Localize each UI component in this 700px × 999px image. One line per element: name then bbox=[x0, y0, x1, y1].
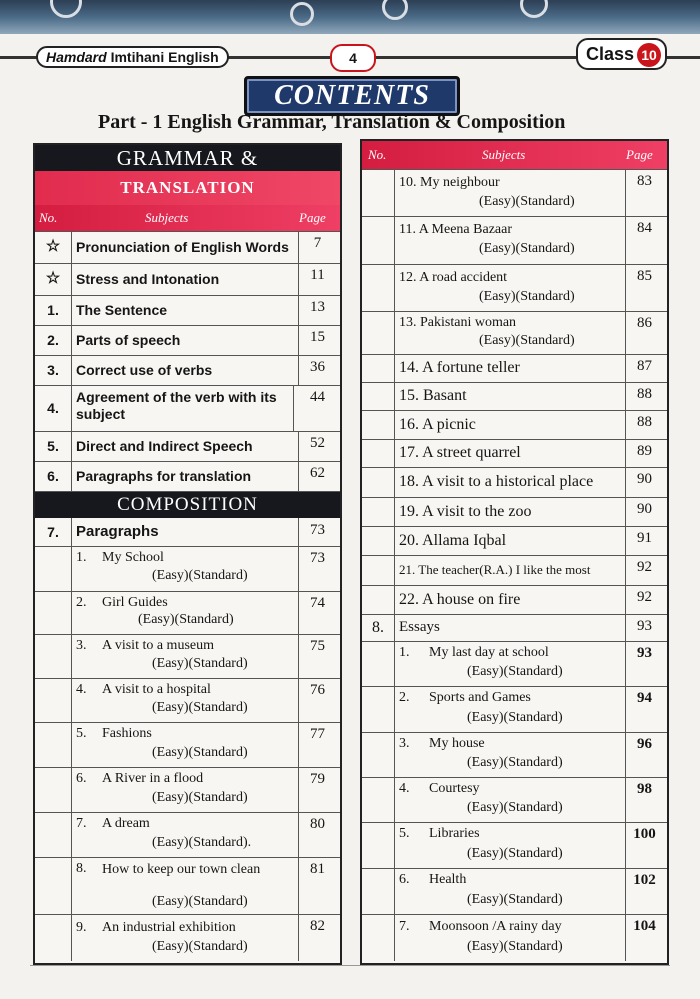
item-number: 3. bbox=[76, 638, 87, 653]
item-level: (Easy)(Standard) bbox=[467, 710, 563, 725]
item-cell bbox=[72, 546, 299, 591]
row-number-empty bbox=[362, 555, 395, 585]
row-number-empty bbox=[362, 169, 395, 216]
item-title: 22. A house on fire bbox=[395, 585, 626, 614]
list-item[interactable] bbox=[362, 497, 667, 527]
item-title: Courtesy bbox=[429, 781, 480, 796]
item-title: 16. A picnic bbox=[395, 410, 626, 439]
row-page: 83 bbox=[637, 173, 652, 189]
row-page: 7 bbox=[313, 235, 322, 251]
list-item[interactable] bbox=[362, 777, 667, 823]
brand-title: Imtihani English bbox=[110, 49, 219, 65]
row-number-empty bbox=[362, 777, 395, 822]
row-page: 11 bbox=[310, 267, 325, 283]
row-subject: The Sentence bbox=[72, 295, 299, 325]
item-title: A dream bbox=[102, 816, 150, 831]
item-title: An industrial exhibition bbox=[102, 920, 236, 935]
item-number: 6. bbox=[399, 872, 410, 887]
row-page: 79 bbox=[310, 771, 325, 787]
right-contents-table bbox=[360, 139, 669, 965]
item-title: A visit to a hospital bbox=[102, 682, 211, 697]
item-number: 8. bbox=[76, 861, 87, 876]
list-item[interactable] bbox=[362, 169, 667, 217]
row-page: 90 bbox=[637, 471, 652, 487]
item-title: Fashions bbox=[102, 726, 152, 741]
row-page: 76 bbox=[310, 682, 325, 698]
header-bar bbox=[0, 36, 700, 74]
essays-row[interactable] bbox=[362, 614, 667, 642]
item-level: (Easy)(Standard) bbox=[152, 939, 248, 954]
item-title: 14. A fortune teller bbox=[395, 354, 626, 382]
item-title: My house bbox=[429, 736, 485, 751]
item-cell bbox=[72, 857, 299, 914]
row-page: 93 bbox=[637, 645, 652, 661]
item-level: (Easy)(Standard) bbox=[152, 700, 248, 715]
brand-label bbox=[36, 46, 229, 68]
item-level: (Easy)(Standard) bbox=[152, 656, 248, 671]
bottom-rule bbox=[30, 965, 670, 966]
row-number-empty bbox=[362, 822, 395, 868]
row-page: 73 bbox=[310, 522, 325, 538]
row-number-empty bbox=[362, 264, 395, 311]
row-page: 90 bbox=[637, 501, 652, 517]
item-level: (Easy)(Standard) bbox=[479, 241, 575, 256]
row-number-empty bbox=[362, 686, 395, 732]
row-subject: Parts of speech bbox=[72, 325, 299, 355]
part-heading: Part - 1 English Grammar, Translation & Composition bbox=[98, 111, 566, 133]
item-title: 13. Pakistani woman bbox=[399, 315, 517, 330]
row-number-empty bbox=[35, 591, 72, 634]
row-page: 81 bbox=[310, 861, 325, 877]
row-number-empty bbox=[362, 732, 395, 777]
row-page: 89 bbox=[637, 443, 652, 459]
row-page: 44 bbox=[310, 389, 325, 405]
item-level: (Easy)(Standard). bbox=[152, 835, 252, 850]
item-number: 5. bbox=[76, 726, 87, 741]
item-level: (Easy)(Standard) bbox=[479, 333, 575, 348]
row-page: 62 bbox=[310, 465, 325, 481]
item-level: (Easy)(Standard) bbox=[152, 745, 248, 760]
row-page: 92 bbox=[637, 559, 652, 575]
list-item[interactable] bbox=[35, 914, 340, 961]
table-row[interactable] bbox=[35, 231, 340, 264]
row-subject: Stress and Intonation bbox=[72, 263, 299, 295]
list-item[interactable] bbox=[362, 641, 667, 687]
page-number: 4 bbox=[330, 44, 376, 72]
item-title: Moonsoon /A rainy day bbox=[429, 919, 562, 934]
item-level: (Easy)(Standard) bbox=[138, 612, 234, 627]
item-cell bbox=[395, 311, 626, 354]
item-title: How to keep our town clean bbox=[102, 862, 261, 877]
list-item[interactable] bbox=[362, 822, 667, 869]
item-number: 4. bbox=[399, 781, 410, 796]
page-title: CONTENTS bbox=[244, 76, 460, 116]
item-cell bbox=[395, 264, 626, 311]
decor-circle bbox=[520, 0, 548, 18]
item-cell bbox=[72, 722, 299, 767]
item-number: 7. bbox=[399, 919, 410, 934]
row-page: 73 bbox=[310, 550, 325, 566]
row-number-empty bbox=[362, 467, 395, 497]
item-level: (Easy)(Standard) bbox=[152, 894, 248, 909]
row-page: 13 bbox=[310, 299, 325, 315]
item-title: 12. A road accident bbox=[399, 270, 508, 285]
row-page: 75 bbox=[310, 638, 325, 654]
left-contents-table bbox=[33, 143, 342, 965]
item-title: My last day at school bbox=[429, 645, 549, 660]
item-level: (Easy)(Standard) bbox=[467, 800, 563, 815]
row-number-empty bbox=[35, 857, 72, 914]
item-cell bbox=[395, 822, 626, 868]
item-title: 11. A Meena Bazaar bbox=[399, 222, 512, 237]
col-page-header: Page bbox=[626, 147, 653, 162]
item-number: 9. bbox=[76, 920, 87, 935]
table-row[interactable] bbox=[35, 263, 340, 296]
row-number-empty bbox=[362, 439, 395, 467]
item-title: 10. My neighbour bbox=[399, 175, 500, 190]
row-number-empty bbox=[35, 914, 72, 961]
item-level: (Easy)(Standard) bbox=[467, 892, 563, 907]
row-number: 5. bbox=[35, 431, 72, 461]
list-item[interactable] bbox=[35, 812, 340, 858]
row-page: 82 bbox=[310, 918, 325, 934]
row-number: 6. bbox=[35, 461, 72, 491]
item-title: A River in a flood bbox=[102, 771, 204, 786]
list-item[interactable] bbox=[362, 732, 667, 778]
row-page: 15 bbox=[310, 329, 325, 345]
list-item[interactable] bbox=[362, 311, 667, 355]
item-cell bbox=[395, 169, 626, 216]
row-page: 92 bbox=[637, 589, 652, 605]
item-number: 5. bbox=[399, 826, 410, 841]
star-icon: ☆ bbox=[35, 263, 72, 295]
item-level: (Easy)(Standard) bbox=[467, 755, 563, 770]
row-page: 93 bbox=[637, 618, 652, 634]
row-number-empty bbox=[362, 641, 395, 686]
row-page: 36 bbox=[310, 359, 325, 375]
item-level: (Easy)(Standard) bbox=[152, 790, 248, 805]
row-number-empty bbox=[35, 767, 72, 812]
item-cell bbox=[395, 777, 626, 822]
item-level: (Easy)(Standard) bbox=[467, 664, 563, 679]
list-item[interactable] bbox=[35, 857, 340, 915]
item-number: 2. bbox=[399, 690, 410, 705]
list-item[interactable] bbox=[35, 678, 340, 723]
item-cell bbox=[72, 678, 299, 722]
row-number-empty bbox=[362, 526, 395, 555]
row-number: 4. bbox=[35, 385, 72, 431]
list-item[interactable] bbox=[35, 591, 340, 635]
row-number-empty bbox=[362, 868, 395, 914]
item-level: (Easy)(Standard) bbox=[467, 939, 563, 954]
item-cell bbox=[72, 634, 299, 678]
list-item[interactable] bbox=[362, 354, 667, 383]
class-label: Class bbox=[586, 44, 635, 64]
row-page: 94 bbox=[637, 690, 652, 706]
list-item[interactable] bbox=[362, 382, 667, 411]
item-cell bbox=[395, 216, 626, 264]
table-header bbox=[35, 205, 340, 232]
item-title: My School bbox=[102, 550, 164, 565]
star-icon: ☆ bbox=[35, 231, 72, 263]
table-row[interactable] bbox=[35, 385, 340, 432]
row-number-empty bbox=[362, 497, 395, 526]
row-page: 98 bbox=[637, 781, 652, 797]
row-number: 7. bbox=[35, 518, 72, 546]
grammar-band: GRAMMAR & bbox=[35, 145, 340, 171]
item-cell bbox=[395, 732, 626, 777]
list-item[interactable] bbox=[362, 467, 667, 498]
item-title: Sports and Games bbox=[429, 690, 531, 705]
list-item[interactable] bbox=[362, 914, 667, 961]
item-cell bbox=[395, 641, 626, 686]
list-item[interactable] bbox=[362, 439, 667, 468]
col-no-header: No. bbox=[39, 210, 58, 225]
item-cell bbox=[395, 868, 626, 914]
item-cell bbox=[72, 914, 299, 961]
row-number-empty bbox=[362, 914, 395, 961]
row-page: 84 bbox=[637, 220, 652, 236]
item-cell bbox=[395, 686, 626, 732]
row-page: 77 bbox=[310, 726, 325, 742]
table-row[interactable] bbox=[35, 431, 340, 462]
row-number-empty bbox=[362, 311, 395, 354]
brand-name: Hamdard bbox=[46, 49, 107, 65]
item-level: (Easy)(Standard) bbox=[479, 289, 575, 304]
item-level: (Easy)(Standard) bbox=[467, 846, 563, 861]
item-number: 6. bbox=[76, 771, 87, 786]
item-number: 1. bbox=[399, 645, 410, 660]
table-row[interactable] bbox=[35, 355, 340, 386]
translation-band: TRANSLATION bbox=[35, 171, 340, 205]
row-number-empty bbox=[35, 546, 72, 591]
item-number: 2. bbox=[76, 595, 87, 610]
list-item[interactable] bbox=[362, 686, 667, 733]
table-row[interactable] bbox=[35, 295, 340, 326]
decor-circle bbox=[382, 0, 408, 20]
item-number: 4. bbox=[76, 682, 87, 697]
class-number: 10 bbox=[637, 43, 661, 67]
row-number-empty bbox=[35, 678, 72, 722]
item-level: (Easy)(Standard) bbox=[152, 568, 248, 583]
row-subject: Pronunciation of English Words bbox=[72, 231, 299, 263]
item-cell bbox=[395, 914, 626, 961]
row-subject: Paragraphs for translation bbox=[72, 461, 299, 491]
table-row[interactable] bbox=[35, 325, 340, 356]
row-page: 88 bbox=[637, 386, 652, 402]
row-number-empty bbox=[362, 216, 395, 264]
row-page: 85 bbox=[637, 268, 652, 284]
col-subjects-header: Subjects bbox=[145, 210, 189, 225]
class-badge bbox=[576, 38, 667, 70]
item-title: Health bbox=[429, 872, 467, 887]
item-title: 18. A visit to a historical place bbox=[395, 467, 626, 497]
row-number-empty bbox=[35, 634, 72, 678]
row-page: 96 bbox=[637, 736, 652, 752]
item-number: 1. bbox=[76, 550, 87, 565]
list-item[interactable] bbox=[362, 526, 667, 556]
decor-circle bbox=[50, 0, 82, 18]
item-cell bbox=[72, 591, 299, 634]
row-number-empty bbox=[362, 410, 395, 439]
row-page: 102 bbox=[633, 872, 656, 888]
row-page: 52 bbox=[310, 435, 325, 451]
item-title: 19. A visit to the zoo bbox=[395, 497, 626, 526]
composition-band: COMPOSITION bbox=[35, 492, 340, 518]
item-title: 21. The teacher(R.A.) I like the most bbox=[395, 555, 626, 585]
row-number-empty bbox=[362, 354, 395, 382]
list-item[interactable] bbox=[35, 767, 340, 813]
list-item[interactable] bbox=[362, 410, 667, 440]
list-item[interactable] bbox=[35, 722, 340, 768]
row-number: 8. bbox=[362, 614, 395, 641]
list-item[interactable] bbox=[362, 264, 667, 312]
row-page: 87 bbox=[637, 358, 652, 374]
row-number-empty bbox=[35, 722, 72, 767]
list-item[interactable] bbox=[362, 585, 667, 615]
list-item[interactable] bbox=[35, 546, 340, 592]
row-page: 88 bbox=[637, 414, 652, 430]
top-banner bbox=[0, 0, 700, 34]
col-page-header: Page bbox=[299, 210, 326, 225]
row-page: 104 bbox=[633, 918, 656, 934]
row-page: 80 bbox=[310, 816, 325, 832]
list-item[interactable] bbox=[362, 216, 667, 265]
row-page: 86 bbox=[637, 315, 652, 331]
item-level: (Easy)(Standard) bbox=[479, 194, 575, 209]
item-cell bbox=[72, 812, 299, 857]
table-row[interactable] bbox=[35, 461, 340, 492]
table-header bbox=[362, 141, 667, 170]
list-item[interactable] bbox=[35, 634, 340, 679]
item-number: 7. bbox=[76, 816, 87, 831]
row-number-empty bbox=[362, 585, 395, 614]
row-number-empty bbox=[35, 812, 72, 857]
list-item[interactable] bbox=[362, 555, 667, 586]
col-no-header: No. bbox=[368, 147, 387, 162]
paragraphs-row[interactable] bbox=[35, 518, 340, 547]
item-title: 20. Allama Iqbal bbox=[395, 526, 626, 555]
row-subject: Agreement of the verb with its subject bbox=[72, 385, 294, 431]
item-title: 15. Basant bbox=[395, 382, 626, 410]
row-number: 2. bbox=[35, 325, 72, 355]
row-number: 1. bbox=[35, 295, 72, 325]
item-number: 3. bbox=[399, 736, 410, 751]
row-number: 3. bbox=[35, 355, 72, 385]
col-subjects-header: Subjects bbox=[482, 147, 526, 162]
item-cell bbox=[72, 767, 299, 812]
item-title: 17. A street quarrel bbox=[395, 439, 626, 467]
row-number-empty bbox=[362, 382, 395, 410]
item-title: Girl Guides bbox=[102, 595, 168, 610]
row-page: 74 bbox=[310, 595, 325, 611]
row-subject: Paragraphs bbox=[72, 518, 299, 546]
row-subject: Correct use of verbs bbox=[72, 355, 299, 385]
list-item[interactable] bbox=[362, 868, 667, 915]
decor-circle bbox=[290, 2, 314, 26]
item-title: A visit to a museum bbox=[102, 638, 214, 653]
row-subject: Essays bbox=[395, 614, 626, 641]
row-page: 91 bbox=[637, 530, 652, 546]
row-subject: Direct and Indirect Speech bbox=[72, 431, 299, 461]
row-page: 100 bbox=[633, 826, 656, 842]
item-title: Libraries bbox=[429, 826, 480, 841]
